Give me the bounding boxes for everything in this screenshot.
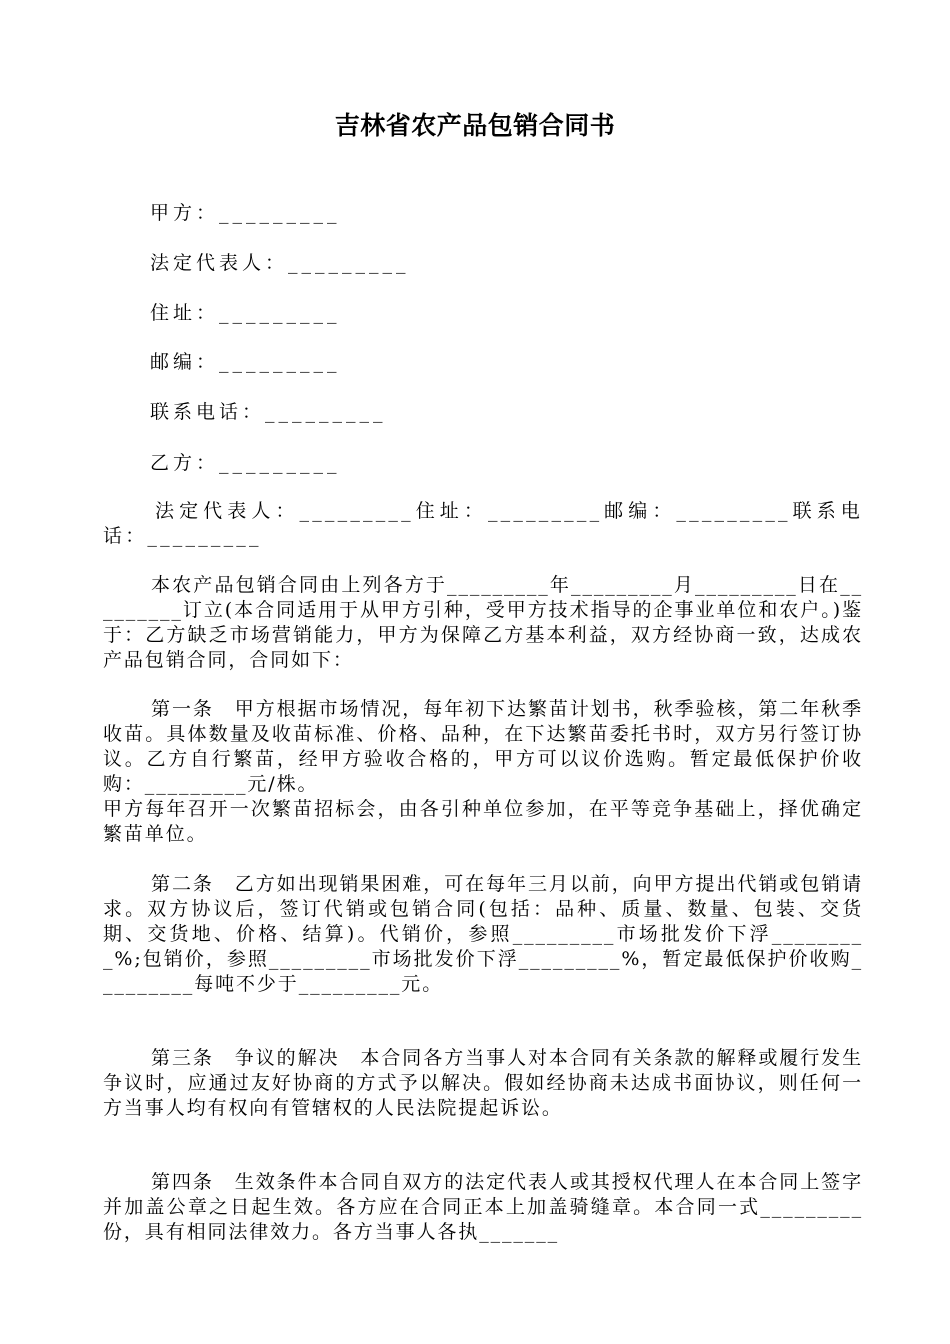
- article-1-continued: 甲方每年召开一次繁苗招标会，由各引种单位参加，在平等竞争基础上，择优确定繁苗单位。: [103, 798, 863, 845]
- article-2: 第二条 乙方如出现销果困难，可在每年三月以前，向甲方提出代销或包销请求。双方协议后，签订代销或包销合同(包括：品种、质量、数量、包装、交货期、交货地、价格、结算)。代销价，参照_________市场批发价下浮_________%;包销价，参照_________市场批发价下浮_________%，暂定最低保护价收购_________每吨不少于_________元。: [103, 873, 863, 995]
- article-1: 第一条 甲方根据市场情况，每年初下达繁苗计划书，秋季验核，第二年秋季收苗。具体数量及收苗标准、价格、品种，在下达繁苗委托书时，双方另行签订协议。乙方自行繁苗，经甲方验收合格的，甲方可以议价选购。暂定最低保护价收购：_________元/株。: [103, 698, 863, 795]
- document-title: 吉林省农产品包销合同书: [334, 111, 616, 140]
- party-a-address: 住址：_________: [150, 302, 341, 324]
- article-3: 第三条 争议的解决 本合同各方当事人对本合同有关条款的解释或履行发生争议时，应通过友好协商的方式予以解决。假如经协商未达成书面协议，则任何一方当事人均有权向有管辖权的人民法院提起诉讼。: [103, 1047, 863, 1119]
- party-b-details: 法定代表人：_________住址：_________邮编：_________联系电话：_________: [103, 500, 863, 547]
- party-a-legal-rep: 法定代表人：_________: [150, 252, 410, 274]
- intro-paragraph: 本农产品包销合同由上列各方于_________年_________月_________日在_________订立(本合同适用于从甲方引种，受甲方技术指导的企事业单位和农户。)鉴于：乙方缺乏市场营销能力，甲方为保障乙方基本利益，双方经协商一致，达成农产品包销合同，合同如下：: [103, 574, 863, 671]
- party-b-name: 乙方：_________: [150, 452, 341, 474]
- party-a-postcode: 邮编：_________: [150, 351, 341, 373]
- article-4: 第四条 生效条件本合同自双方的法定代表人或其授权代理人在本合同上签字并加盖公章之日起生效。各方应在合同正本上加盖骑缝章。本合同一式_________份，具有相同法律效力。各方当事人各执_______: [103, 1171, 863, 1243]
- party-a-phone: 联系电话：_________: [150, 401, 387, 423]
- party-a-name: 甲方：_________: [150, 202, 341, 224]
